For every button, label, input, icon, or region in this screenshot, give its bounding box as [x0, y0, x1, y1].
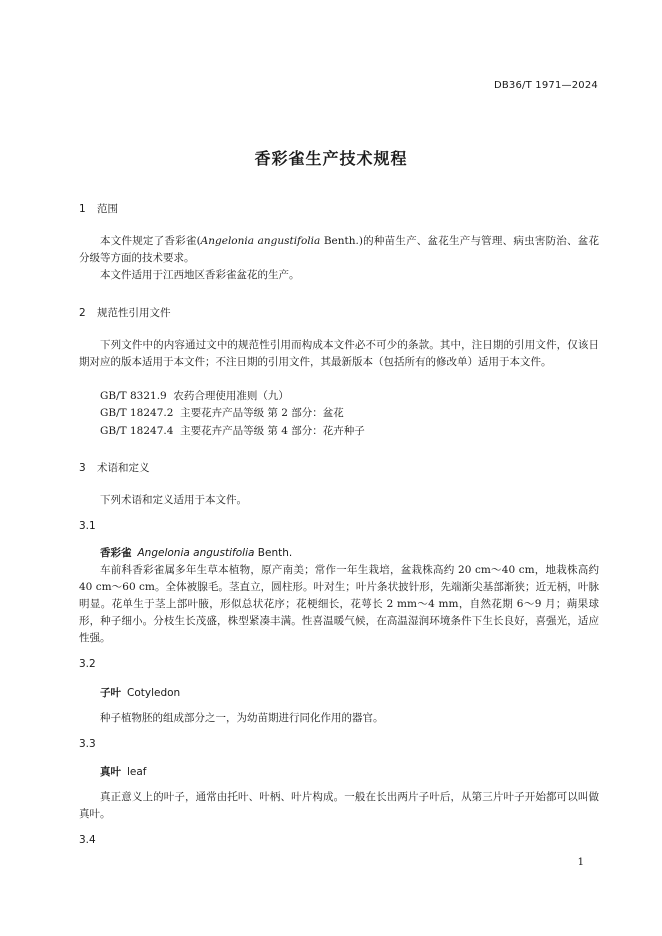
term-definition: 种子植物胚的组成部分之一，为幼苗期进行同化作用的器官。 [100, 712, 384, 724]
section-heading-scope [79, 201, 118, 216]
term-heading [100, 545, 292, 560]
section-title: 术语和定义 [97, 462, 150, 474]
document-title: 香彩雀生产技术规程 [254, 149, 408, 168]
scope-paragraph-1: 本文件规定了香彩雀(Angelonia angustifolia Benth.)的种苗生产、盆花生产与管理、病虫害防治、盆花分级等方面的技术要求。 [79, 235, 599, 264]
normative-intro: 下列文件中的内容通过文中的规范性引用而构成本文件必不可少的条款。其中，注日期的引用文件，仅该日期对应的版本适用于本文件；不注日期的引用文件，其最新版本（包括所有的修改单）适用于本文件。 [79, 339, 599, 368]
term-number: 3.3 [79, 738, 96, 750]
term-english: leaf [127, 766, 147, 778]
term-english: Cotyledon [127, 687, 181, 699]
standard-code: DB36/T 1971—2024 [493, 80, 598, 91]
reference-item: GB/T 8321.9 农药合理使用准则（九） [100, 390, 289, 402]
term-definition: 真正意义上的叶子，通常由托叶、叶柄、叶片构成。一般在长出两片子叶后，从第三片叶子开始都可以叫做真叶。 [79, 791, 599, 820]
term-heading [100, 685, 180, 700]
term-chinese: 子叶 [100, 687, 121, 699]
term-chinese: 真叶 [100, 766, 121, 778]
term-chinese: 香彩雀 [100, 547, 132, 559]
term-number: 3.2 [79, 658, 96, 670]
section-number: 2 [79, 307, 86, 319]
reference-item: GB/T 18247.2 主要花卉产品等级 第 2 部分：盆花 [100, 407, 344, 419]
section-title: 范围 [97, 203, 118, 215]
section-number: 1 [79, 203, 86, 215]
reference-item: GB/T 18247.4 主要花卉产品等级 第 4 部分：花卉种子 [100, 425, 365, 437]
terms-intro: 下列术语和定义适用于本文件。 [100, 494, 247, 506]
section-heading-normative [79, 305, 171, 320]
term-number: 3.1 [79, 520, 96, 532]
section-number: 3 [79, 462, 86, 474]
term-english: Angelonia angustifolia Benth. [137, 547, 293, 559]
section-heading-terms [79, 460, 150, 475]
latin-name: Angelonia angustifolia [200, 235, 321, 247]
term-heading [100, 764, 147, 779]
scope-paragraph-2: 本文件适用于江西地区香彩雀盆花的生产。 [100, 269, 300, 281]
page-number: 1 [577, 857, 584, 868]
term-number: 3.4 [79, 834, 96, 846]
term-definition: 车前科香彩雀属多年生草本植物，原产南美；常作一年生栽培，盆栽株高约 20 cm～40 cm，地栽株高约 40 cm～60 cm。全体被腺毛。茎直立，圆柱形。叶对生；叶片条状披针形，先端渐尖基部渐狭；近无柄，叶脉明显。花单生于茎上部叶腋，形似总状花序；花梗细长，花萼长 2 mm～4 mm，自然花期 6～9 月；蒴果球形，种子细小。分枝生长茂盛，株型紧凑丰满。性喜温暖气候，在高温湿润环境条件下生长良好，喜强光，适应性强。 [79, 564, 599, 644]
section-title: 规范性引用文件 [97, 307, 171, 319]
